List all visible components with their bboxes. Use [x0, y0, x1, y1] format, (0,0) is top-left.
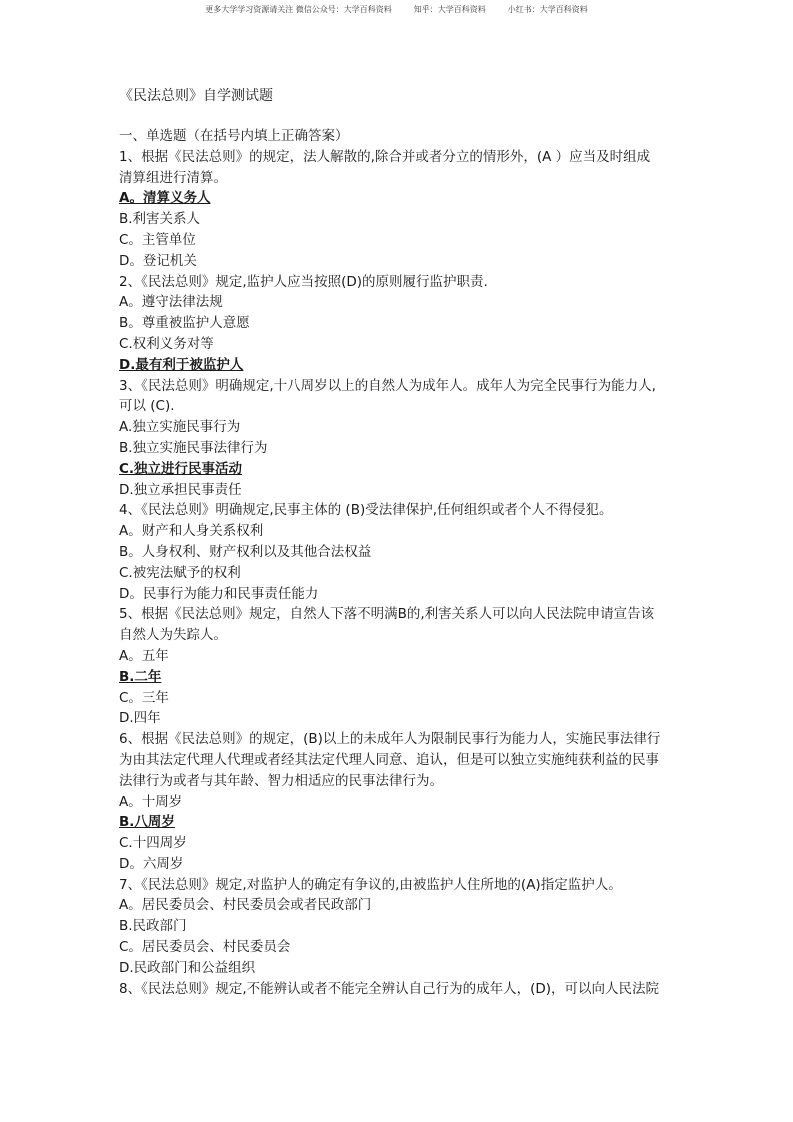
text-line: 2、《民法总则》规定,监护人应当按照(D)的原则履行监护职责. [119, 273, 488, 290]
text-line: A。遵守法律法规 [119, 294, 223, 311]
text-line: 3、《民法总则》明确规定,十八周岁以上的自然人为成年人。成年人为完全民事行为能力人, [119, 377, 656, 394]
header-wechat-text: 更多大学学习资源请关注 微信公众号：大学百科资料 [205, 5, 392, 14]
text-line: D.独立承担民事责任 [119, 481, 242, 498]
header-xiaohongshu-text: 小红书：大学百科资料 [507, 5, 588, 14]
question-list [119, 126, 679, 999]
text-line: C。居民委员会、村民委员会 [119, 939, 291, 956]
text-line: 可以 (C). [119, 398, 175, 415]
document-title: 《民法总则》自学测试题 [119, 88, 273, 104]
page-header [0, 4, 793, 15]
answer-option-line: A。清算义务人 [119, 190, 211, 207]
text-line: 自然人为失踪人。 [119, 627, 227, 644]
text-line: 法律行为或者与其年龄、智力相适应的民事法律行为。 [119, 772, 443, 789]
text-line: B.民政部门 [119, 918, 187, 935]
text-line: C。三年 [119, 689, 169, 706]
text-line: C.权利义务对等 [119, 335, 214, 352]
text-line: C.被宪法赋予的权利 [119, 564, 241, 581]
text-line: 7、《民法总则》规定,对监护人的确定有争议的,由被监护人住所地的(A)指定监护人。 [119, 876, 622, 893]
text-line: C.十四周岁 [119, 835, 187, 852]
answer-option-line: D.最有利于被监护人 [119, 356, 244, 373]
answer-option-line: B.二年 [119, 668, 162, 685]
text-line: D。六周岁 [119, 855, 184, 872]
text-line: D。民事行为能力和民事责任能力 [119, 585, 319, 602]
text-line: 4、《民法总则》明确规定,民事主体的 (B)受法律保护,任何组织或者个人不得侵犯。 [119, 502, 613, 519]
answer-option-line: C.独立进行民事活动 [119, 460, 243, 477]
text-line: 为由其法定代理人代理或者经其法定代理人同意、追认，但是可以独立实施纯获利益的民事 [119, 751, 659, 768]
text-line: B.独立实施民事法律行为 [119, 439, 268, 456]
text-line: B。尊重被监护人意愿 [119, 315, 250, 332]
text-line: D。登记机关 [119, 252, 197, 269]
text-line: B。人身权利、财产权利以及其他合法权益 [119, 543, 372, 560]
text-line: A.独立实施民事行为 [119, 419, 241, 436]
text-line: 8、《民法总则》规定,不能辨认或者不能完全辨认自己行为的成年人，(D)，可以向人民法院 [119, 980, 660, 997]
text-line: 1、根据《民法总则》的规定，法人解散的,除合并或者分立的情形外，(A ）应当及时组成 [119, 148, 651, 165]
text-line: A。十周岁 [119, 793, 183, 810]
text-line: C。主管单位 [119, 231, 196, 248]
text-line: A。五年 [119, 647, 169, 664]
answer-option-line: B.八周岁 [119, 814, 175, 831]
text-line: D.四年 [119, 710, 161, 727]
text-line: D.民政部门和公益组织 [119, 959, 256, 976]
text-line: 6、根据《民法总则》的规定，(B)以上的未成年人为限制民事行为能力人，实施民事法律行 [119, 731, 661, 748]
text-line: A。财产和人身关系权利 [119, 523, 264, 540]
text-line: 5、根据《民法总则》规定，自然人下落不明满B的,利害关系人可以向人民法院申请宣告该 [119, 606, 655, 623]
text-line: A。居民委员会、村民委员会或者民政部门 [119, 897, 372, 914]
text-line: 清算组进行清算。 [119, 169, 227, 186]
text-line: B.利害关系人 [119, 211, 201, 228]
text-line: 一、单选题（在括号内填上正确答案） [119, 128, 349, 144]
header-zhihu-text: 知乎：大学百科资料 [413, 5, 486, 14]
